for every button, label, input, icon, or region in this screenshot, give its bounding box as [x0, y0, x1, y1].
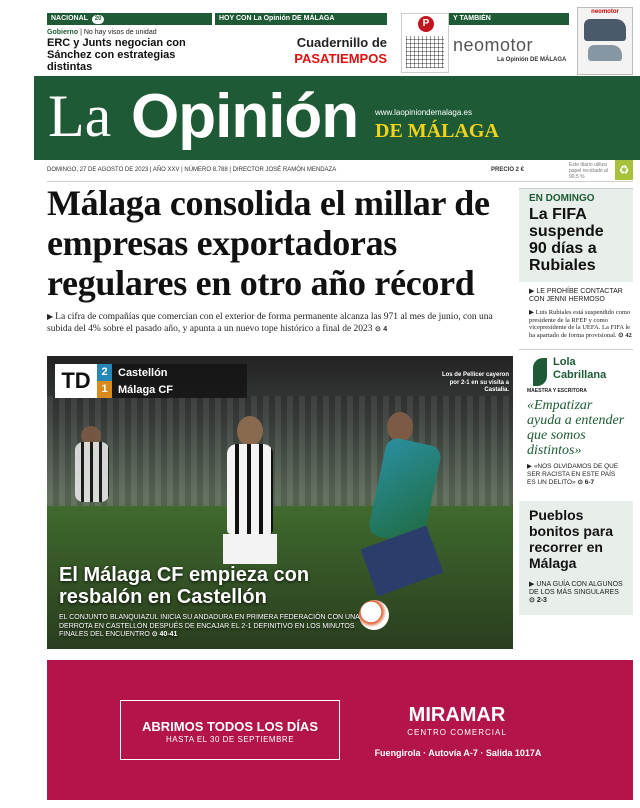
teaser-headline[interactable]: ERC y Junts negocian con Sánchez con estrategias distintas: [47, 37, 186, 73]
pueblos-box[interactable]: [519, 501, 633, 615]
teaser-pasatiempos[interactable]: [215, 13, 443, 66]
hoy-con-header: HOY CON La Opinión DE MÁLAGA: [215, 13, 387, 25]
magazine-title: neomotor: [591, 9, 619, 15]
neomotor-sub: La Opinión DE MÁLAGA: [497, 57, 567, 63]
ad-line1: ABRIMOS TODOS LOS DÍAS: [142, 719, 318, 734]
issue-info-bar: [47, 160, 633, 182]
page-ref-icon: ⊙: [374, 326, 381, 333]
td-logo: TD: [55, 364, 97, 398]
section-label: NACIONAL: [51, 15, 88, 22]
page-ref-icon: ⊙: [151, 631, 160, 638]
ad-brand-sub: CENTRO COMERCIAL: [407, 728, 507, 737]
page-ref-number: 2-3: [536, 597, 547, 604]
ad-address: Fuengirola · Autovía A-7 · Salida 1017A: [374, 748, 542, 758]
site-url[interactable]: www.laopiniondemalaga.es: [375, 108, 472, 117]
interview-author: Lola Cabrillana: [527, 356, 625, 382]
right-column: [519, 188, 633, 615]
photo-subheadline: [59, 614, 369, 640]
pasatiempos-text: PASATIEMPOS: [294, 51, 387, 66]
fifa-note-caps: ▶ LE PROHÍBE CONTACTAR CON JENNI HERMOSO: [529, 288, 623, 303]
score-value: 2: [97, 364, 112, 381]
page-ref-number: 40-41: [159, 631, 178, 638]
price-label: PRECIO 2 €: [491, 167, 525, 173]
triangle-bullet-icon: ▶: [47, 312, 56, 321]
crossword-grid-icon: [406, 36, 444, 68]
logo-de-malaga: DE MÁLAGA: [375, 120, 499, 142]
background-player: [67, 426, 117, 546]
teaser-nacional-header: [47, 13, 212, 25]
teaser-nacional[interactable]: [47, 13, 212, 73]
score-value: 1: [97, 381, 112, 398]
page-ref-icon: ⊙: [577, 479, 583, 486]
team-name: Málaga CF: [118, 383, 174, 396]
photo-caption: Los de Pellicer cayeron por 2-1 en su visita a Castalia.: [441, 372, 509, 393]
cuadernillo-text: Cuadernillo de: [296, 35, 387, 50]
interview-quote[interactable]: «Empatizar ayuda a entender que somos distintos»: [527, 398, 625, 458]
logo-opinion: Opinión: [131, 82, 359, 151]
neomotor-logo: neomotor: [453, 35, 534, 55]
photo-sub-text: EL CONJUNTO BLANQUIAZUL INICIA SU ANDADURA EN PRIMERA FEDERACIÓN CON UNA DERROTA EN CASTELLÓN DESPUÉS DE ENCAJAR EL 2-1 DEFINITIVO EN LOS MINUTOS FINALES DEL ENCUENTRO: [59, 614, 360, 638]
main-lede: [47, 311, 512, 336]
score-row-castellon: [97, 364, 247, 381]
miramar-advertisement[interactable]: [47, 660, 633, 800]
masthead: [34, 76, 640, 160]
photo-headline[interactable]: El Málaga CF empieza con resbalón en Castellón: [59, 564, 310, 608]
pueblos-headline[interactable]: Pueblos bonitos para recorrer en Málaga: [529, 507, 614, 571]
ytambien-header: Y TAMBIÉN: [449, 13, 569, 25]
score-row-malaga: [97, 381, 247, 398]
malaga-player: [347, 396, 467, 606]
interview-sub: ▶ «NOS OLVIDAMOS DE QUE SER RACISTA EN ESTE PAÍS ES UN DELITO» ⊙ 6-7: [527, 463, 619, 486]
kicker-rest: | No hay visos de unidad: [78, 29, 157, 36]
fifa-headline[interactable]: La FIFA suspende 90 días a Rubiales: [529, 206, 604, 274]
interview-role: MAESTRA Y ESCRITORA: [527, 388, 587, 394]
ad-opening-box: [120, 700, 340, 760]
ad-line2: HASTA EL 30 DE SEPTIEMBRE: [165, 735, 295, 744]
kicker-bold: Gobierno: [47, 29, 79, 36]
pasatiempos-promo: [215, 35, 387, 67]
ad-brand: MIRAMAR: [408, 704, 506, 726]
lede-text: La cifra de compañías que comercian con el exterior de forma permanente alcanza las 971 al mes de junio, con una subida del 4% sobre el pasado año, y apunta a un nuevo tope histórico a final de 2023: [47, 312, 493, 334]
fifa-note-body: ▶ Luis Rubiales está suspendido como presidente de la RFEF y como vicepresidente de la UEFA. La FIFA le ha apartado de forma provisional. ⊙ 42: [529, 309, 632, 339]
top-strip: [47, 9, 633, 75]
page-ref-icon: ⊙: [529, 597, 535, 604]
car-image: [584, 19, 626, 41]
page-ref-number: 4: [383, 326, 388, 333]
p-logo-icon: P: [418, 16, 434, 32]
page-ref-number: 42: [625, 331, 632, 339]
scoreboard: [97, 364, 247, 398]
sports-photo[interactable]: [47, 356, 513, 649]
teaser-kicker: [47, 29, 212, 36]
car-image: [588, 45, 622, 61]
teaser-neomotor[interactable]: [449, 9, 633, 63]
recycle-icon: ♻: [615, 160, 633, 180]
neomotor-magazine-cover: [577, 7, 633, 75]
pueblos-sub: ▶ UNA GUÍA CON ALGUNOS DE LOS MÁS SINGULARES ⊙ 2-3: [529, 581, 623, 604]
main-headline[interactable]: Málaga consolida el millar de empresas exportadoras regulares en otro año récord: [47, 183, 490, 303]
page-number-badge: 20: [92, 15, 105, 24]
page-ref-number: 6-7: [584, 479, 595, 486]
pasatiempos-cover-image: [401, 13, 449, 73]
en-domingo-box[interactable]: [519, 188, 633, 282]
interview-box[interactable]: [519, 349, 633, 493]
page-ref-icon: ⊙: [618, 331, 624, 339]
en-domingo-label: EN DOMINGO: [529, 193, 595, 204]
team-name: Castellón: [118, 366, 168, 379]
recycled-paper-note: Este diario utiliza papel reciclado al 90,5 %: [569, 162, 608, 180]
logo-la: La: [48, 83, 112, 149]
issue-date-line: DOMINGO, 27 DE AGOSTO DE 2023 | AÑO XXV | NÚMERO 8.788 | DIRECTOR JOSÉ RAMÓN MENDAZA: [47, 167, 337, 173]
